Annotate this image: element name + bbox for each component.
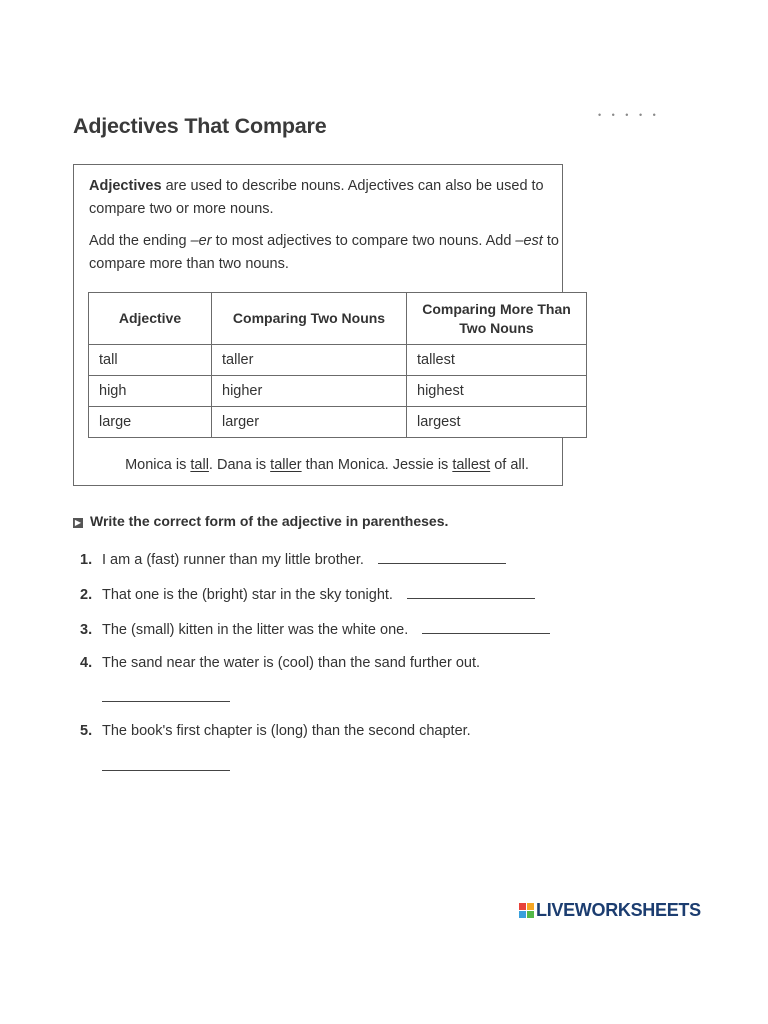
question-text: The (small) kitten in the litter was the white one.: [102, 622, 409, 638]
intro-text-1: are used to describe nouns. Adjectives can also be used to compare two or more nouns.: [89, 178, 544, 217]
table-row: [89, 376, 587, 407]
question-3: [80, 621, 550, 638]
question-4: [80, 655, 480, 671]
example-text: . Dana is: [208, 457, 271, 473]
exercise-instruction: [73, 513, 448, 529]
example-sentence: [89, 457, 565, 473]
liveworksheets-brand: [519, 900, 701, 922]
example-text: of all.: [490, 457, 529, 473]
table-cell: largest: [407, 407, 587, 438]
ending-est: –est: [515, 233, 543, 249]
table-cell: high: [89, 376, 212, 407]
question-number: 3.: [80, 622, 93, 638]
decorative-dots: • • • • •: [598, 110, 660, 120]
intro-text-2c: to compare more than two nouns.: [89, 233, 559, 272]
question-text: That one is the (bright) star in the sky tonight.: [102, 587, 393, 603]
answer-blank-1[interactable]: [378, 551, 506, 564]
example-word-tall: tall: [190, 457, 209, 473]
table-cell: tallest: [407, 345, 587, 376]
brand-name: LIVEWORKSHEETS: [536, 900, 701, 920]
arrow-box-icon: ▶: [74, 518, 82, 527]
comparison-table: [88, 292, 587, 438]
answer-blank-4[interactable]: [102, 701, 230, 702]
liveworksheets-logo-icon: [519, 903, 534, 918]
example-word-tallest: tallest: [452, 457, 491, 473]
example-word-taller: taller: [270, 457, 302, 473]
table-header-row: [89, 293, 587, 345]
table-row: [89, 407, 587, 438]
question-text: The sand near the water is (cool) than the sand further out.: [102, 655, 481, 671]
question-number: 5.: [80, 723, 93, 739]
intro-text-2a: Add the ending: [89, 233, 191, 249]
question-1: [80, 551, 506, 568]
example-text: than Monica. Jessie is: [301, 457, 453, 473]
question-number: 1.: [80, 552, 93, 568]
answer-blank-3[interactable]: [422, 621, 550, 634]
intro-paragraph-2: [89, 230, 559, 276]
table-cell: tall: [89, 345, 212, 376]
table-cell: large: [89, 407, 212, 438]
intro-term: Adjectives: [89, 178, 162, 194]
page-title: Adjectives That Compare: [73, 114, 327, 138]
question-text: The book's first chapter is (long) than the second chapter.: [102, 723, 471, 739]
question-2: [80, 586, 535, 603]
question-number: 2.: [80, 587, 93, 603]
table-cell: larger: [212, 407, 407, 438]
table-row: [89, 345, 587, 376]
table-header-cell: Comparing Two Nouns: [212, 293, 407, 345]
answer-blank-2[interactable]: [407, 586, 535, 599]
table-cell: taller: [212, 345, 407, 376]
example-text: Monica is: [125, 457, 191, 473]
instruction-text: Write the correct form of the adjective in parentheses.: [90, 513, 449, 529]
table-cell: highest: [407, 376, 587, 407]
intro-paragraph-1: [89, 175, 559, 221]
question-text: I am a (fast) runner than my little brother.: [102, 552, 364, 568]
question-5: [80, 723, 471, 739]
answer-blank-5[interactable]: [102, 770, 230, 771]
table-cell: higher: [212, 376, 407, 407]
table-header-cell: Adjective: [89, 293, 212, 345]
table-header-cell: Comparing More Than Two Nouns: [407, 293, 587, 345]
intro-text-2b: to most adjectives to compare two nouns. Add: [211, 233, 516, 249]
ending-er: –er: [190, 233, 212, 249]
question-number: 4.: [80, 655, 93, 671]
